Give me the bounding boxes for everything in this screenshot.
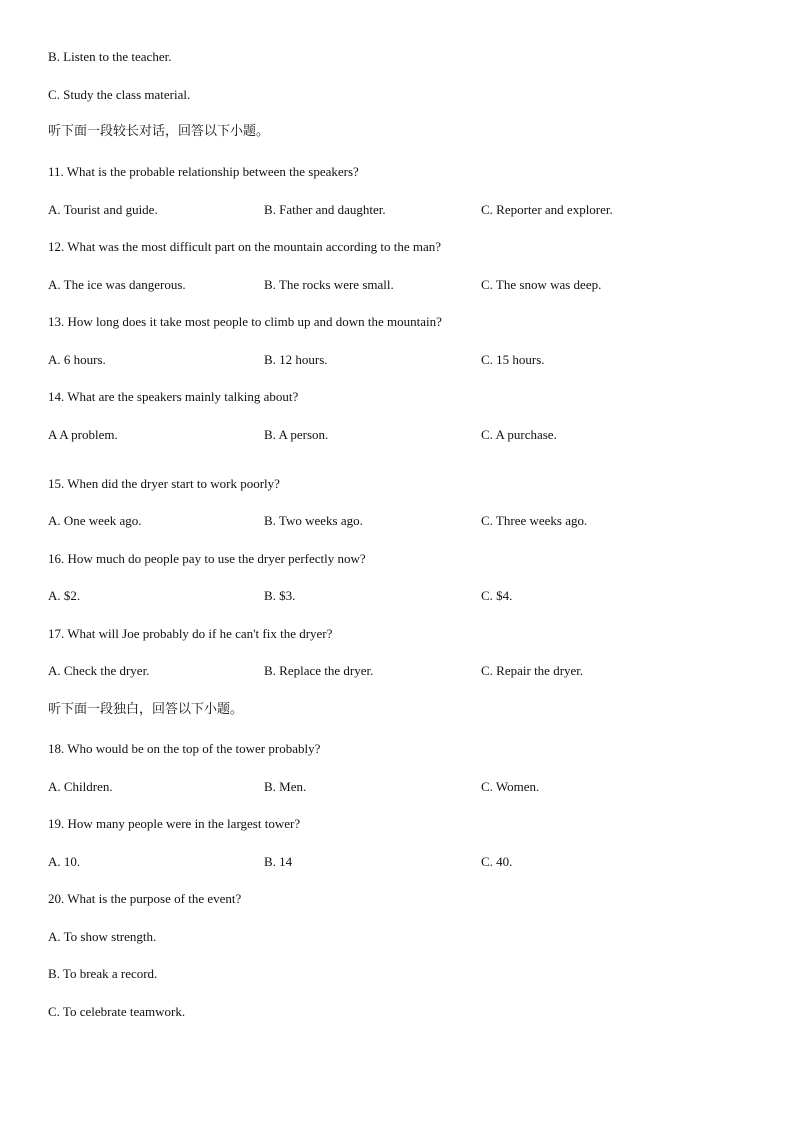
option-b: B. Replace the dryer. — [264, 663, 374, 678]
question-stem: 17. What will Joe probably do if he can't fix the dryer? — [48, 626, 333, 641]
option-a: A. One week ago. — [48, 513, 142, 528]
option-c: C. To celebrate teamwork. — [48, 1004, 186, 1019]
option-c: C. 40. — [481, 854, 513, 869]
option-a: A. 6 hours. — [48, 352, 106, 367]
option-a: A. $2. — [48, 588, 81, 603]
option-b: B. The rocks were small. — [264, 277, 394, 292]
option-c: C. The snow was deep. — [481, 277, 602, 292]
question-stem: 16. How much do people pay to use the dryer perfectly now? — [48, 551, 366, 566]
option-b: B. 12 hours. — [264, 352, 328, 367]
option-c: C. A purchase. — [481, 427, 557, 442]
section-heading-monologue: 听下面一段独白，回答以下小题。 — [48, 702, 244, 717]
option-c: C. Study the class material. — [48, 87, 191, 102]
option-b: B. Two weeks ago. — [264, 513, 363, 528]
option-b: B. 14 — [264, 854, 293, 869]
question-stem: 20. What is the purpose of the event? — [48, 891, 242, 906]
option-a: A. The ice was dangerous. — [48, 277, 186, 292]
option-c: C. 15 hours. — [481, 352, 545, 367]
question-stem: 18. Who would be on the top of the tower probably? — [48, 741, 321, 756]
question-stem: 12. What was the most difficult part on the mountain according to the man? — [48, 239, 442, 254]
section-heading-dialogue: 听下面一段较长对话，回答以下小题。 — [48, 124, 270, 139]
question-stem: 15. When did the dryer start to work poorly? — [48, 476, 280, 491]
question-stem: 19. How many people were in the largest tower? — [48, 816, 301, 831]
option-a: A. To show strength. — [48, 929, 157, 944]
option-b: B. To break a record. — [48, 966, 158, 981]
question-stem: 13. How long does it take most people to climb up and down the mountain? — [48, 314, 442, 329]
option-b: B. Father and daughter. — [264, 202, 386, 217]
option-c: C. Reporter and explorer. — [481, 202, 613, 217]
option-c: C. Repair the dryer. — [481, 663, 584, 678]
option-c: C. Three weeks ago. — [481, 513, 588, 528]
option-a: A. Children. — [48, 779, 113, 794]
option-a: A. 10. — [48, 854, 81, 869]
question-stem: 11. What is the probable relationship between the speakers? — [48, 164, 359, 179]
option-a: A. Check the dryer. — [48, 663, 150, 678]
option-b: B. $3. — [264, 588, 296, 603]
option-a: A A problem. — [48, 427, 118, 442]
option-c: C. $4. — [481, 588, 513, 603]
option-b: B. A person. — [264, 427, 329, 442]
option-a: A. Tourist and guide. — [48, 202, 158, 217]
question-stem: 14. What are the speakers mainly talking about? — [48, 389, 299, 404]
option-c: C. Women. — [481, 779, 540, 794]
option-b: B. Listen to the teacher. — [48, 49, 172, 64]
option-b: B. Men. — [264, 779, 307, 794]
